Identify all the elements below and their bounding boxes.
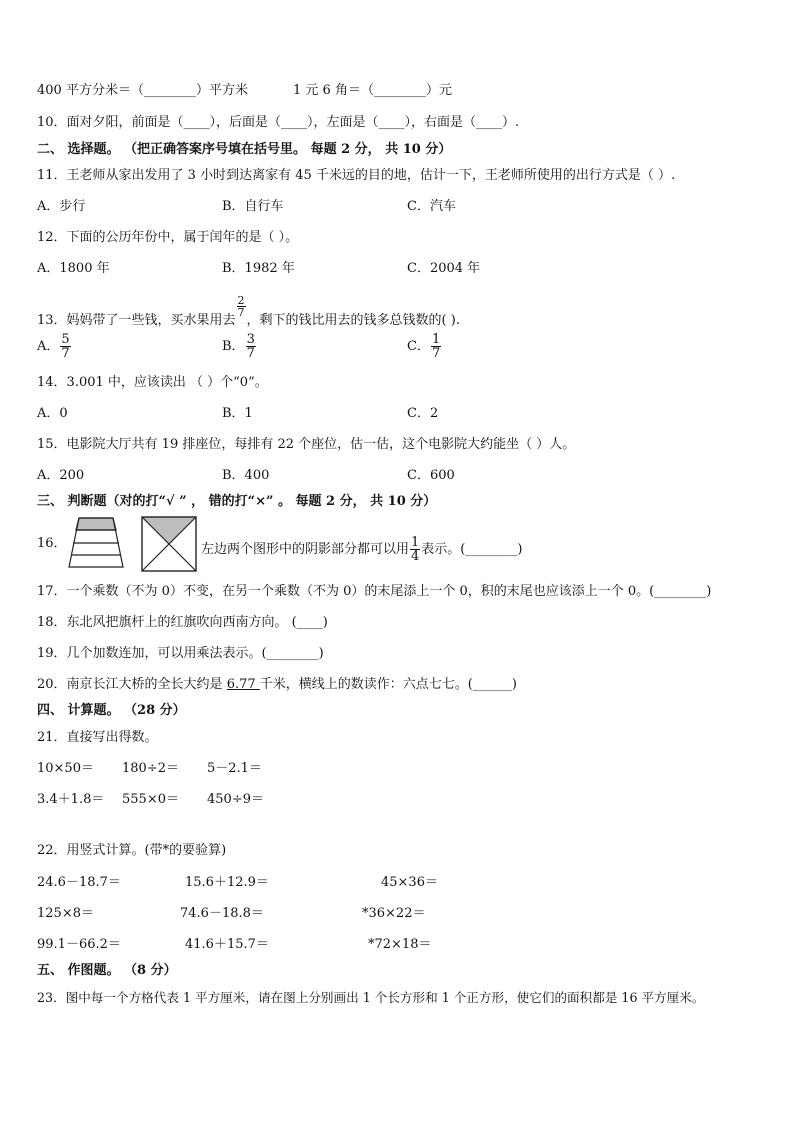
q12-option-c: C．2004 年 [407, 261, 481, 276]
q22-item: 41.6＋15.7＝ [185, 937, 269, 952]
q16-text-before: 左边两个图形中的阴影部分都可以用 [201, 542, 410, 557]
question-16-text [201, 536, 522, 563]
q21-item: 5－2.1＝ [207, 761, 262, 776]
q11-option-c: C．汽车 [407, 199, 456, 214]
section-2-heading: 二、 选择题。 （把正确答案序号填在括号里。 每题 2 分， 共 10 分） [37, 142, 452, 157]
q11-option-b: B．自行车 [222, 199, 284, 214]
question-11-stem: 11．王老师从家出发用了 3 小时到达离家有 45 千米远的目的地，估计一下，王老师所使用的出行方式是（ ）. [37, 168, 676, 183]
q13-stem-before: 13．妈妈带了一些钱，买水果用去 [37, 313, 236, 328]
section-5-heading: 五、 作图题。 （8 分） [37, 963, 177, 978]
q13-option-c [407, 333, 442, 360]
q20-before: 20．南京长江大桥的全长大约是 [37, 677, 227, 692]
section-3-heading: 三、 判断题（对的打“√ ” ， 错的打“×” 。 每题 2 分， 共 10 分） [37, 494, 437, 509]
q14-option-b: B．1 [222, 406, 253, 421]
q14-option-c: C．2 [407, 406, 439, 421]
question-21-stem: 21．直接写出得数。 [37, 730, 158, 745]
q13-fraction [237, 295, 246, 318]
q11-option-a: A．步行 [37, 199, 86, 214]
question-10: 10．面对夕阳，前面是（____），后面是（____），左面是（____），右面是（____）. [37, 115, 520, 130]
q16-square-figure [141, 516, 197, 572]
q16-fraction [410, 536, 420, 563]
question-23: 23．图中每一个方格代表 1 平方厘米，请在图上分别画出 1 个长方形和 1 个正方形，使它们的面积都是 16 平方厘米。 [37, 990, 705, 1005]
q13-frac-den: 7 [237, 306, 245, 319]
q16-frac-den: 4 [411, 549, 420, 564]
q16-trapezoid-figure [67, 517, 125, 569]
q21-item: 555×0＝ [122, 792, 179, 807]
section-4-heading: 四、 计算题。 （28 分） [37, 703, 186, 718]
q13-option-a-den: 7 [61, 346, 70, 361]
q22-item: 24.6－18.7＝ [37, 875, 121, 890]
q15-option-c: C．600 [407, 468, 455, 483]
question-20 [37, 677, 517, 693]
q13-option-b-num: 3 [246, 332, 255, 347]
q22-item: 125×8＝ [37, 906, 94, 921]
trapezoid-shaded-strip [76, 518, 116, 530]
question-18: 18．东北风把旗杆上的红旗吹向西南方向。 (____) [37, 615, 328, 630]
q22-item: *36×22＝ [362, 906, 426, 921]
q12-option-b: B．1982 年 [222, 261, 295, 276]
q13-option-c-frac [431, 333, 441, 360]
q16-text-after: 表示。(________) [421, 542, 523, 557]
q13-frac-num: 2 [237, 294, 245, 307]
q13-option-a-num: 5 [61, 332, 70, 347]
q13-option-c-label: C． [407, 339, 430, 354]
q21-item: 3.4＋1.8＝ [37, 792, 105, 807]
q21-item: 10×50＝ [37, 761, 94, 776]
q14-option-a: A．0 [37, 406, 68, 421]
q13-option-b-label: B． [222, 339, 245, 354]
q13-option-b-den: 7 [246, 346, 255, 361]
question-15-stem: 15．电影院大厅共有 19 排座位，每排有 22 个座位，估一估，这个电影院大约能坐（ ）人。 [37, 437, 576, 452]
q9-tail-part2: 1 元 6 角＝（________）元 [293, 83, 452, 98]
question-14-stem: 14．3.001 中，应该读出 （ ）个“0”。 [37, 375, 268, 390]
q22-item: 74.6－18.8＝ [180, 906, 264, 921]
q22-item: *72×18＝ [368, 937, 432, 952]
q13-option-a-label: A． [37, 339, 60, 354]
q13-option-c-den: 7 [431, 346, 441, 361]
q22-item: 45×36＝ [381, 875, 438, 890]
square-shaded-triangle [142, 517, 196, 544]
q21-item: 180÷2＝ [122, 761, 179, 776]
q13-option-a [37, 333, 72, 360]
question-13-stem [37, 295, 460, 329]
q15-option-b: B．400 [222, 468, 270, 483]
question-22-stem: 22．用竖式计算。(带*的要验算) [37, 843, 227, 858]
q16-frac-num: 1 [411, 535, 420, 550]
q9-tail-part1: 400 平方分米＝（________）平方米 [37, 83, 248, 98]
q22-item: 15.6＋12.9＝ [185, 875, 269, 890]
question-12-stem: 12．下面的公历年份中，属于闰年的是（ ）。 [37, 230, 299, 245]
question-19: 19．几个加数连加，可以用乘法表示。(________) [37, 646, 324, 661]
question-17: 17．一个乘数（不为 0）不变，在另一个乘数（不为 0）的末尾添上一个 0，积的末尾也应该添上一个 0。(________) [37, 584, 712, 599]
q22-item: 99.1－66.2＝ [37, 937, 121, 952]
q21-item: 450÷9＝ [207, 792, 264, 807]
q12-option-a: A．1800 年 [37, 261, 110, 276]
q16-number: 16． [37, 536, 67, 551]
q20-after: 千米，横线上的数读作：六点七七。(______) [259, 677, 517, 692]
q13-option-c-num: 1 [431, 332, 441, 347]
q13-option-a-frac [60, 333, 70, 360]
q15-option-a: A．200 [37, 468, 85, 483]
q13-option-b [222, 333, 257, 360]
q13-option-b-frac [246, 333, 256, 360]
q20-underlined-number: 6.77 [226, 677, 260, 692]
q13-stem-after: ，剩下的钱比用去的钱多总钱数的( ). [246, 313, 460, 328]
